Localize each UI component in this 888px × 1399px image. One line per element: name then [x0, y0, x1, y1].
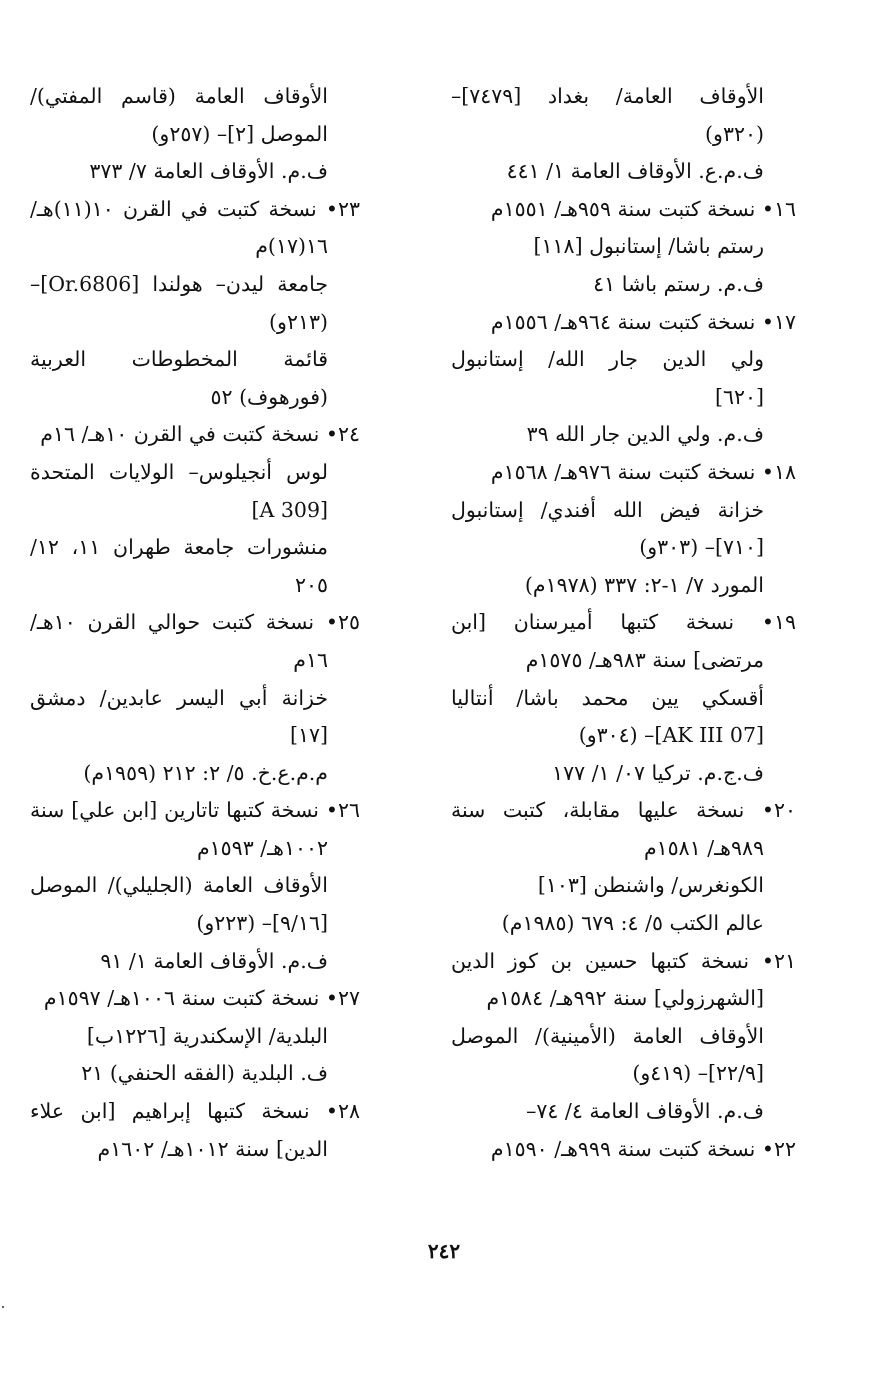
left-column-line: ١٠٠٢هـ/ ١٥٩٣م — [196, 835, 328, 860]
right-column-line: (٣٢٠و) — [705, 121, 764, 146]
right-column-line: ١٩• نسخة كتبها أميرسنان [ابن — [451, 610, 796, 635]
left-column-line: (فورهوف) ٥٢ — [210, 384, 328, 409]
left-column-line: ١٦(١٧)م — [255, 234, 328, 259]
left-column-line: البلدية/ الإسكندرية [١٢٢٦ب] — [86, 1023, 328, 1048]
left-column-line: م.م.ع.خ. ٥/ ٢: ٢١٢ (١٩٥٩م) — [83, 760, 328, 785]
right-column-line: مرتضى] سنة ٩٨٣هـ/ ١٥٧٥م — [525, 647, 764, 672]
right-column-line: ف.م. الأوقاف العامة ٤/ ٧٤– — [526, 1099, 764, 1124]
left-column-line: ٢٥• نسخة كتبت حوالي القرن ١٠هـ/ — [30, 610, 360, 635]
right-column-line: [الشهرزولي] سنة ٩٩٢هـ/ ١٥٨٤م — [486, 986, 764, 1011]
left-column-line: [١٧] — [289, 723, 328, 748]
right-column-line: عالم الكتب ٥/ ٤: ٦٧٩ (١٩٨٥م) — [501, 911, 764, 936]
left-column-line: ف.م. الأوقاف العامة ١/ ٩١ — [100, 948, 328, 973]
right-column-line: المورد ٧/ ١-٢: ٣٣٧ (١٩٧٨م) — [524, 572, 764, 597]
right-column-line: ولي الدين جار الله/ إستانبول — [451, 347, 764, 372]
left-column-line: ٢٨• نسخة كتبها إبراهيم [ابن علاء — [30, 1099, 360, 1124]
left-column-line: قائمة المخطوطات العربية — [30, 347, 328, 372]
page-number: ٢٤٢ — [427, 1239, 461, 1263]
left-column-line: [٩/١٦]– (٢٢٣و) — [196, 911, 328, 936]
left-column-line: ف. البلدية (الفقه الحنفي) ٢١ — [81, 1061, 328, 1086]
right-column-line: خزانة فيض الله أفندي/ إستانبول — [451, 497, 764, 522]
right-column-line: [٢٢/٩]– (٤١٩و) — [632, 1061, 764, 1086]
left-column-line: ٢٤• نسخة كتبت في القرن ١٠هـ/ ١٦م — [40, 422, 360, 447]
left-column-line: ٢٣• نسخة كتبت في القرن ١٠(١١)هـ/ — [30, 196, 360, 221]
right-column-line: رستم باشا/ إستانبول [١١٨] — [533, 234, 764, 259]
right-column-line: ٢٢• نسخة كتبت سنة ٩٩٩هـ/ ١٥٩٠م — [490, 1136, 796, 1161]
scan-speck — [2, 1306, 4, 1308]
right-column-line: ٢٠• نسخة عليها مقابلة، كتبت سنة — [451, 798, 796, 823]
right-column-line: ف.م. رستم باشا ٤١ — [593, 271, 764, 296]
left-column — [30, 78, 360, 1168]
right-column-line: ١٦• نسخة كتبت سنة ٩٥٩هـ/ ١٥٥١م — [490, 196, 796, 221]
left-column-line: خزانة أبي اليسر عابدين/ دمشق — [30, 685, 328, 710]
right-column-line: ف.ج.م. تركيا ٠٧/ ١/ ١٧٧ — [552, 760, 764, 785]
right-column-line: الأوقاف العامة/ بغداد [٧٤٧٩]– — [451, 84, 764, 108]
left-column-line: ٢٦• نسخة كتبها تاتارين [ابن علي] سنة — [30, 798, 360, 823]
right-column-line: ٩٨٩هـ/ ١٥٨١م — [643, 835, 764, 860]
left-column-line: الأوقاف العامة (قاسم المفتي)/ — [30, 84, 328, 108]
left-column-line: الموصل [٢]– (٢٥٧و) — [151, 121, 328, 146]
right-column-line: ف.م. ولي الدين جار الله ٣٩ — [526, 422, 764, 447]
right-column-line: أقسكي يين محمد باشا/ أنتاليا — [451, 685, 764, 710]
right-column-line: الكونغرس/ واشنطن [١٠٣] — [537, 873, 764, 898]
right-column-line: ١٧• نسخة كتبت سنة ٩٦٤هـ/ ١٥٥٦م — [490, 309, 796, 334]
left-column-line: الأوقاف العامة (الجليلي)/ الموصل — [30, 873, 328, 898]
left-column-line: ١٦م — [293, 647, 328, 672]
left-column-line: ٢٧• نسخة كتبت سنة ١٠٠٦هـ/ ١٥٩٧م — [43, 986, 360, 1011]
left-column-line: [A 309] — [251, 497, 328, 522]
right-column-line: ١٨• نسخة كتبت سنة ٩٧٦هـ/ ١٥٦٨م — [490, 459, 796, 484]
left-column-line: الدين] سنة ١٠١٢هـ/ ١٦٠٢م — [97, 1136, 328, 1161]
left-column-line: جامعة ليدن– هولندا [Or.6806]– — [30, 271, 328, 296]
left-column-line: ٢٠٥ — [294, 572, 328, 597]
right-column-line: [٧١٠]– (٣٠٣و) — [639, 535, 764, 560]
right-column-line: الأوقاف العامة (الأمينية)/ الموصل — [451, 1023, 764, 1048]
left-column-line: لوس أنجيلوس– الولايات المتحدة — [30, 459, 328, 484]
right-column-line: ف.م.ع. الأوقاف العامة ١/ ٤٤١ — [506, 159, 764, 184]
left-column-line: منشورات جامعة طهران ١١، ١٢/ — [30, 535, 328, 560]
right-column — [451, 78, 796, 1168]
right-column-line: [٦٢٠] — [714, 384, 764, 409]
right-column-line: ٢١• نسخة كتبها حسين بن كوز الدين — [451, 948, 796, 973]
right-column-line: [07 AK III]– (٣٠٤و) — [578, 723, 764, 748]
left-column-line: (٢١٣و) — [269, 309, 328, 334]
left-column-line: ف.م. الأوقاف العامة ٧/ ٣٧٣ — [89, 159, 328, 184]
